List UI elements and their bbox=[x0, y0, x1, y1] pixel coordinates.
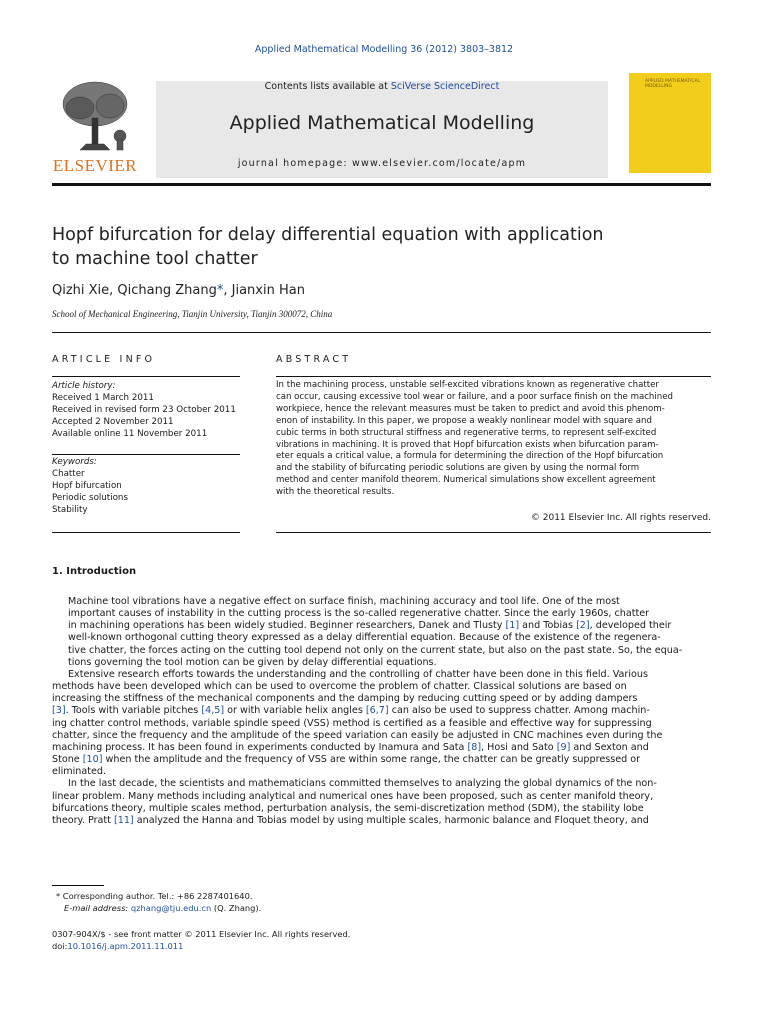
footnote: * Corresponding author. Tel.: +86 2287401640. E-mail address: qzhang@tju.edu.cn (Q. Zhang). bbox=[56, 891, 262, 913]
journal-cover-thumbnail[interactable] bbox=[629, 73, 711, 173]
corresponding-author-mark[interactable]: * bbox=[216, 283, 224, 298]
history-accepted: Accepted 2 November 2011 bbox=[52, 417, 174, 427]
paragraph: In the last decade, the scientists and mathematicians committed themselves to analyzing the global dynamics of the non- linear problem. Many methods including analytical and numerical ones have been proposed, such as center manifold theory, bifurcations theory, multiple scales method, perturbation analysis, the semi-discretization method (SDM), the stability lobe theory. Pratt [11] analyzed the Hanna and Tobias model by using multiple scales, harmonic balance and Floquet theory, and bbox=[52, 778, 657, 826]
abstract-text: In the machining process, unstable self-excited vibrations known as regenerative chatter can occur, causing excessive tool wear or failure, and a poor surface finish on the machined workpiece, hence the relevant measures must be taken to predict and avoid this phenom- enon of instability. In this paper, we propose a weakly nonlinear model with square and cubic terms in both structural stiffness and regenerative terms, to represent self-excited vibrations in machining. It is proved that Hopf bifurcation exists when bifurcation param- eter equals a critical value, a formula for determining the direction of the Hopf bifurcation and the stability of bifurcating periodic solutions are given by using the normal form method and center manifold theorem. Numerical simulations show excellent agreement with the theoretical results. bbox=[276, 380, 673, 498]
citation-link[interactable]: [10] bbox=[82, 754, 103, 766]
paragraph: Extensive research efforts towards the understanding and the controlling of chatter have been done in this field. Various methods have been developed which can be used to overcome the problem of chatter. Classical solutions are based on increasing the stiffness of the mechanical components and the damping by reducing cutting speed or by adding dampers [3]. Tools with variable pitches [4,5] or with variable helix angles [6,7] can also be used to suppress chatter. Among machin- ing chatter control methods, variable spindle speed (VSS) method is certified as a feasible and effective way for suppressing chatter, since the frequency and the amplitude of the speed variation can easily be adjusted in CNC machines even during the machining process. It has been found in experiments conducted by Inamura and Sata [8], Hosi and Sato [9] and Sexton and Stone [10] when the amplitude and the frequency of VSS are within some range, the chatter can be greatly suppressed or eliminated. bbox=[52, 668, 663, 778]
citation-link[interactable]: [1] bbox=[505, 620, 520, 632]
history-label: Article history: bbox=[52, 381, 116, 391]
abstract-heading: ABSTRACT bbox=[276, 354, 352, 365]
divider bbox=[276, 532, 711, 533]
email-link[interactable]: qzhang@tju.edu.cn bbox=[130, 903, 212, 913]
keywords bbox=[52, 456, 242, 516]
keywords-label: Keywords: bbox=[52, 457, 97, 467]
article-history bbox=[52, 380, 242, 440]
keyword: Stability bbox=[52, 505, 88, 515]
elsevier-logo-text: ELSEVIER bbox=[52, 156, 138, 175]
journal-title: Applied Mathematical Modelling bbox=[229, 112, 535, 134]
section-heading: 1. Introduction bbox=[52, 566, 137, 577]
journal-citation[interactable]: Applied Mathematical Modelling 36 (2012) 3803–3812 bbox=[254, 44, 514, 55]
divider bbox=[52, 532, 240, 533]
article-info-heading: ARTICLE INFO bbox=[52, 354, 156, 365]
citation-link[interactable]: [11] bbox=[113, 814, 134, 826]
sciencedirect-link[interactable]: SciVerse ScienceDirect bbox=[390, 81, 500, 92]
citation-link[interactable]: [6,7] bbox=[365, 705, 389, 717]
divider bbox=[52, 454, 240, 455]
author-list: Qizhi Xie, Qichang Zhang*, Jianxin Han bbox=[52, 283, 305, 298]
divider bbox=[52, 376, 240, 377]
citation-link[interactable]: [8] bbox=[467, 741, 482, 753]
paper-title: Hopf bifurcation for delay differential equation with application to machine tool chatter bbox=[52, 225, 604, 269]
copyright: © 2011 Elsevier Inc. All rights reserved. bbox=[530, 513, 711, 523]
keyword: Hopf bifurcation bbox=[52, 481, 122, 491]
paragraph: Machine tool vibrations have a negative effect on surface finish, machining accuracy and tool life. One of the most important causes of instability in the cutting process is the so-called regenerative chatter. Since the early 1960s, chatter in machining operations has been widely studied. Beginner researchers, Danek and Tlusty [1] and Tobias [2], developed their well-known orthogonal cutting theory expressed as a delay differential equation. Because of the existence of the regenera- tive chatter, the forces acting on the cutting tool depend not only on the current state, but also on the past state. So, the equa- tions governing the tool motion can be given by delay differential equations. bbox=[68, 596, 683, 668]
history-received: Received 1 March 2011 bbox=[52, 393, 154, 403]
contents-line: Contents lists available at SciVerse ScienceDirect bbox=[264, 81, 500, 92]
footnote-mark: * bbox=[56, 891, 61, 901]
divider bbox=[52, 332, 711, 333]
header-rule bbox=[52, 183, 711, 186]
doi-link[interactable]: 10.1016/j.apm.2011.11.011 bbox=[67, 941, 184, 951]
citation-link[interactable]: [2] bbox=[576, 620, 590, 632]
journal-homepage[interactable]: journal homepage: www.elsevier.com/locate/apm bbox=[237, 158, 527, 169]
keyword: Periodic solutions bbox=[52, 493, 128, 503]
history-online: Available online 11 November 2011 bbox=[52, 429, 208, 439]
footnote-rule bbox=[52, 885, 104, 886]
citation-link[interactable]: [9] bbox=[556, 741, 571, 753]
citation-link[interactable]: [3] bbox=[52, 705, 66, 717]
keyword: Chatter bbox=[52, 469, 85, 479]
issn-line: 0307-904X/$ - see front matter © 2011 Elsevier Inc. All rights reserved. doi:10.1016/j.apm.2011.11.011 bbox=[52, 929, 351, 951]
history-revised: Received in revised form 23 October 2011 bbox=[52, 405, 236, 415]
affiliation: School of Mechanical Engineering, Tianjin University, Tianjin 300072, China bbox=[52, 309, 333, 319]
cover-text: APPLIED MATHEMATICAL MODELLING bbox=[645, 79, 701, 89]
citation-link[interactable]: [4,5] bbox=[201, 705, 225, 717]
body-text bbox=[52, 596, 711, 827]
divider bbox=[276, 376, 711, 377]
